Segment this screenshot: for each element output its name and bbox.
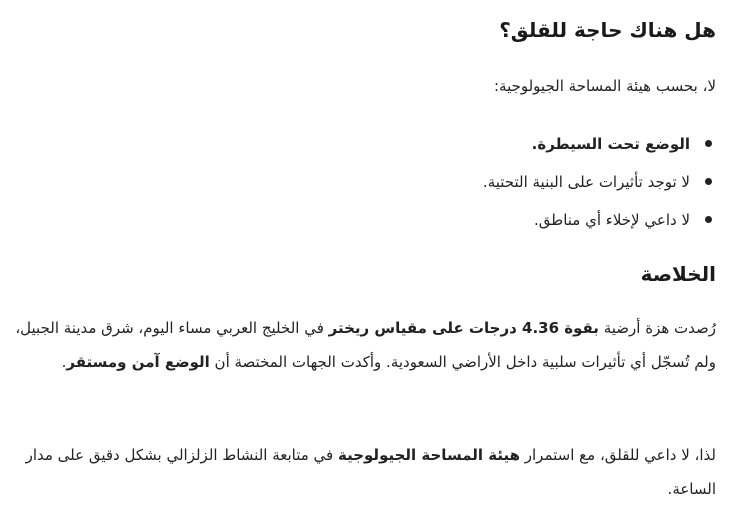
bullet-icon (705, 216, 712, 223)
magnitude-highlight: بقوة 4.36 درجات على مقياس ريختر (328, 319, 599, 337)
bullet-icon (705, 140, 712, 147)
intro-text: لا، بحسب هيئة المساحة الجيولوجية: (493, 77, 716, 95)
bullet-icon (705, 178, 712, 185)
paragraph-text: لذا، لا داعي للقلق، مع استمرار (520, 446, 716, 464)
section-heading-concern: هل هناك حاجة للقلق؟ (499, 18, 716, 42)
section-heading-summary: الخلاصة (640, 262, 716, 286)
list-item (483, 202, 690, 240)
safety-highlight: الوضع آمن ومستقر (66, 353, 210, 371)
paragraph-text: في الخليج العربي مساء اليوم، شرق مدينة الجبيل، ولم تُسجّل أي تأثيرات سلبية داخل الأراضي السعودية. وأكدت الجهات المختصة أن (15, 319, 716, 371)
list-item (483, 126, 690, 164)
list-item-text: لا داعي لإخلاء أي مناطق. (533, 211, 690, 229)
list-item-text: لا توجد تأثيرات على البنية التحتية. (482, 173, 690, 191)
paragraph-text: . (61, 353, 67, 371)
list-item (483, 164, 690, 202)
summary-paragraph (14, 311, 716, 379)
agency-highlight: هيئة المساحة الجيولوجية (338, 446, 520, 464)
conclusion-paragraph (14, 438, 716, 506)
paragraph-text: في متابعة النشاط الزلزالي بشكل دقيق على مدار الساعة. (25, 446, 716, 498)
status-bullet-list (483, 126, 716, 240)
list-item-text: الوضع تحت السيطرة. (531, 135, 690, 153)
paragraph-text: رُصدت هزة أرضية (598, 319, 716, 337)
